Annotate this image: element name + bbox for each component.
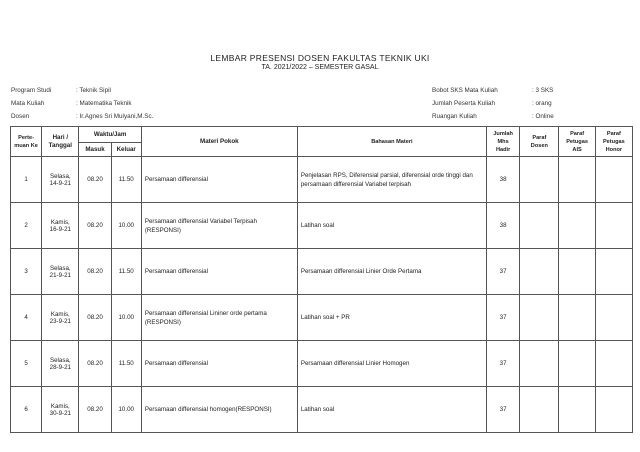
cell-bahasan-materi: Latihan soal + PR bbox=[297, 295, 486, 341]
cell-keluar: 11.50 bbox=[111, 249, 141, 295]
header-pertemuan: Perte-muan Ke bbox=[11, 127, 42, 157]
cell-materi-pokok: Persamaan differensial bbox=[141, 249, 297, 295]
cell-jumlah-mhs: 37 bbox=[487, 249, 520, 295]
cell-tanggal: 14-9-21 bbox=[49, 179, 71, 187]
cell-pertemuan: 1 bbox=[11, 157, 42, 203]
cell-jumlah-mhs: 38 bbox=[487, 203, 520, 249]
cell-bahasan-materi: Penjelasan RPS, Diferensial parsial, diferensial orde tinggi dan persamaan differensial Variabel terpisah bbox=[297, 157, 486, 203]
info-value-jumlah-peserta: : orang bbox=[532, 100, 552, 107]
cell-paraf-ais bbox=[559, 341, 595, 387]
cell-paraf-dosen bbox=[520, 249, 559, 295]
cell-bahasan-materi: Persamaan differensial Linier Orde Pertama bbox=[297, 249, 486, 295]
table-row bbox=[11, 203, 633, 249]
cell-paraf-ais bbox=[559, 249, 595, 295]
table-header-row bbox=[11, 127, 633, 143]
info-label-jumlah-peserta: Jumlah Peserta Kuliah bbox=[432, 100, 496, 107]
cell-paraf-honor bbox=[595, 387, 632, 433]
cell-jumlah-mhs: 37 bbox=[487, 387, 520, 433]
table-row bbox=[11, 387, 633, 433]
info-value-mata-kuliah: : Matematika Teknik bbox=[76, 100, 132, 107]
table-row bbox=[11, 249, 633, 295]
cell-masuk: 08.20 bbox=[79, 249, 111, 295]
cell-paraf-ais bbox=[559, 295, 595, 341]
info-value-dosen: : Ir.Agnes Sri Mulyani,M.Sc. bbox=[76, 113, 154, 120]
header-keluar: Keluar bbox=[111, 143, 141, 157]
cell-masuk: 08.20 bbox=[79, 295, 111, 341]
attendance-table bbox=[10, 126, 633, 433]
cell-jumlah-mhs: 37 bbox=[487, 341, 520, 387]
cell-hari-tanggal bbox=[42, 203, 79, 249]
header-paraf-dosen: Paraf Dosen bbox=[520, 127, 559, 157]
cell-bahasan-materi: Latihan soal bbox=[297, 387, 486, 433]
cell-hari: Selasa, bbox=[49, 356, 71, 364]
cell-paraf-honor bbox=[595, 157, 632, 203]
cell-keluar: 10.00 bbox=[111, 203, 141, 249]
table-row bbox=[11, 341, 633, 387]
cell-hari-tanggal bbox=[42, 387, 79, 433]
header-masuk: Masuk bbox=[79, 143, 111, 157]
cell-paraf-honor bbox=[595, 249, 632, 295]
cell-masuk: 08.20 bbox=[79, 157, 111, 203]
cell-tanggal: 21-9-21 bbox=[49, 271, 71, 279]
header-paraf-honor: Paraf Petugas Honor bbox=[595, 127, 632, 157]
table-row bbox=[11, 157, 633, 203]
cell-paraf-ais bbox=[559, 157, 595, 203]
cell-hari: Selasa, bbox=[49, 264, 71, 272]
cell-bahasan-materi: Latihan soal bbox=[297, 203, 486, 249]
cell-materi-pokok: Persamaan differensial bbox=[141, 157, 297, 203]
cell-bahasan-materi: Persamaan differensial Linier Homogen bbox=[297, 341, 486, 387]
cell-keluar: 10.00 bbox=[111, 295, 141, 341]
cell-masuk: 08.20 bbox=[79, 203, 111, 249]
info-label-mata-kuliah: Mata Kuliah bbox=[11, 100, 45, 107]
cell-tanggal: 16-9-21 bbox=[49, 225, 71, 233]
info-value-bobot-sks: : 3 SKS bbox=[532, 87, 554, 94]
info-label-program-studi: Program Studi bbox=[11, 87, 52, 94]
info-label-dosen: Dosen bbox=[11, 113, 30, 120]
cell-hari: Kamis, bbox=[50, 402, 70, 410]
cell-hari: Selasa, bbox=[49, 172, 71, 180]
header-hari-tanggal: Hari / Tanggal bbox=[42, 127, 79, 157]
cell-hari: Kamis, bbox=[50, 218, 70, 226]
cell-paraf-honor bbox=[595, 341, 632, 387]
header-jumlah-mhs: Jumlah Mhs Hadir bbox=[487, 127, 520, 157]
header-materi-pokok: Materi Pokok bbox=[141, 127, 297, 157]
cell-hari: Kamis, bbox=[50, 310, 70, 318]
cell-tanggal: 23-9-21 bbox=[49, 317, 71, 325]
cell-hari-tanggal bbox=[42, 157, 79, 203]
cell-masuk: 08.20 bbox=[79, 341, 111, 387]
table-row bbox=[11, 295, 633, 341]
info-label-bobot-sks: Bobot SKS Mata Kuliah bbox=[432, 87, 498, 94]
cell-materi-pokok: Persamaan differensial bbox=[141, 341, 297, 387]
cell-paraf-dosen bbox=[520, 341, 559, 387]
header-bahasan-materi: Bahasan Materi bbox=[297, 127, 486, 157]
cell-masuk: 08.20 bbox=[79, 387, 111, 433]
cell-keluar: 11.50 bbox=[111, 157, 141, 203]
cell-keluar: 11.50 bbox=[111, 341, 141, 387]
info-value-ruangan: : Online bbox=[532, 113, 554, 120]
cell-paraf-honor bbox=[595, 295, 632, 341]
cell-materi-pokok: Persamaan differensial Variabel Terpisah (RESPONSI) bbox=[141, 203, 297, 249]
info-value-program-studi: : Teknik Sipil bbox=[76, 87, 111, 94]
cell-pertemuan: 5 bbox=[11, 341, 42, 387]
cell-jumlah-mhs: 37 bbox=[487, 295, 520, 341]
cell-paraf-dosen bbox=[520, 203, 559, 249]
cell-pertemuan: 2 bbox=[11, 203, 42, 249]
cell-paraf-dosen bbox=[520, 387, 559, 433]
header-paraf-ais: Paraf Petugas AIS bbox=[559, 127, 595, 157]
cell-materi-pokok: Persamaan differensial homogen(RESPONSI) bbox=[141, 387, 297, 433]
cell-materi-pokok: Persamaan differensial Lininer orde pertama (RESPONSI) bbox=[141, 295, 297, 341]
cell-paraf-dosen bbox=[520, 157, 559, 203]
cell-jumlah-mhs: 38 bbox=[487, 157, 520, 203]
cell-hari-tanggal bbox=[42, 249, 79, 295]
cell-pertemuan: 4 bbox=[11, 295, 42, 341]
cell-hari-tanggal bbox=[42, 341, 79, 387]
header-waktu: Waktu/Jam bbox=[79, 127, 141, 143]
cell-pertemuan: 3 bbox=[11, 249, 42, 295]
cell-paraf-dosen bbox=[520, 295, 559, 341]
info-label-ruangan: Ruangan Kuliah bbox=[432, 113, 477, 120]
cell-pertemuan: 6 bbox=[11, 387, 42, 433]
cell-paraf-ais bbox=[559, 203, 595, 249]
cell-paraf-honor bbox=[595, 203, 632, 249]
cell-tanggal: 28-9-21 bbox=[49, 363, 71, 371]
cell-hari-tanggal bbox=[42, 295, 79, 341]
cell-tanggal: 30-9-21 bbox=[49, 409, 71, 417]
page-title: LEMBAR PRESENSI DOSEN FAKULTAS TEKNIK UKI bbox=[210, 53, 430, 63]
cell-paraf-ais bbox=[559, 387, 595, 433]
page-subtitle: TA. 2021/2022 – SEMESTER GASAL bbox=[261, 64, 379, 71]
cell-keluar: 10.00 bbox=[111, 387, 141, 433]
